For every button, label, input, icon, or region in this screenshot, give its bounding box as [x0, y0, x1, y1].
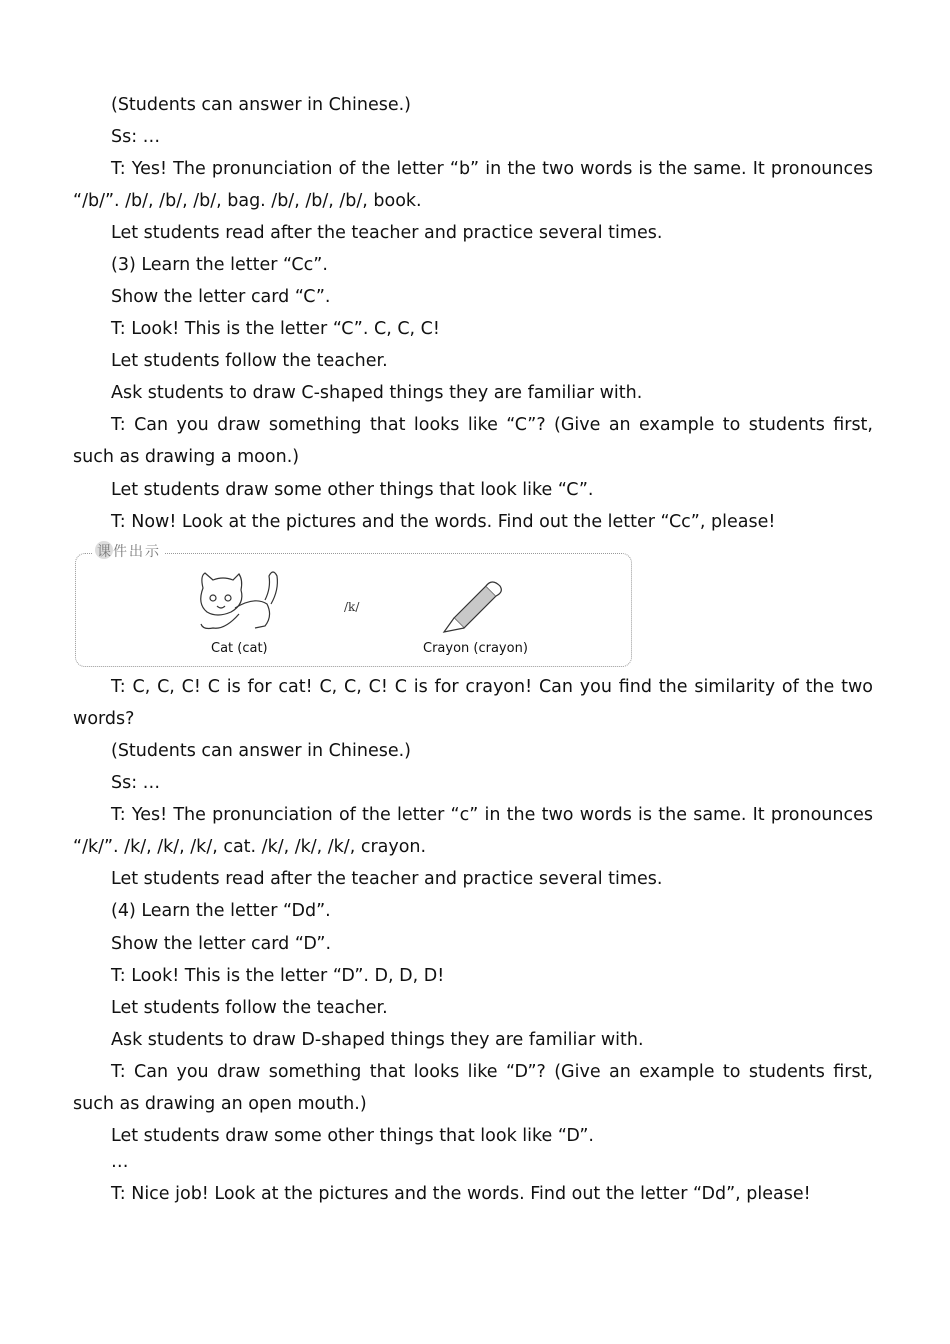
paragraph: (Students can answer in Chinese.) — [111, 95, 411, 115]
paragraph: Let students follow the teacher. — [111, 998, 388, 1018]
phonics-label: /k/ — [344, 600, 360, 614]
paragraph: Ask students to draw C-shaped things they are familiar with. — [111, 383, 643, 403]
cat-illustration — [195, 568, 280, 636]
crayon-illustration — [440, 578, 505, 633]
courseware-label: 课件出示 — [93, 541, 165, 561]
paragraph: Ask students to draw D-shaped things they are familiar with. — [111, 1030, 644, 1050]
paragraph: Ss: … — [111, 773, 161, 793]
paragraph: Show the letter card “C”. — [111, 287, 331, 307]
paragraph: T: Yes! The pronunciation of the letter “c” in the two words is the same. It pronounces “/k/”. /k/, /k/, /k/, cat. /k/, /k/, /k/, crayon. — [73, 805, 873, 857]
paragraph: Let students read after the teacher and practice several times. — [111, 869, 663, 889]
paragraph: Let students read after the teacher and practice several times. — [111, 223, 663, 243]
crayon-caption: Crayon (crayon) — [423, 641, 528, 656]
paragraph: Ss: … — [111, 127, 161, 147]
paragraph: T: Can you draw something that looks like “C”? (Give an example to students first, such as drawing a moon.) — [73, 415, 873, 467]
paragraph: Let students draw some other things that look like “C”. — [111, 480, 594, 500]
paragraph: … — [111, 1152, 129, 1172]
paragraph: (4) Learn the letter “Dd”. — [111, 901, 331, 921]
paragraph: (3) Learn the letter “Cc”. — [111, 255, 328, 275]
paragraph: Let students draw some other things that look like “D”. — [111, 1126, 594, 1146]
paragraph: T: C, C, C! C is for cat! C, C, C! C is for crayon! Can you find the similarity of the two words? — [73, 677, 873, 729]
paragraph: T: Nice job! Look at the pictures and the words. Find out the letter “Dd”, please! — [111, 1184, 811, 1204]
paragraph: Let students follow the teacher. — [111, 351, 388, 371]
cat-caption: Cat (cat) — [211, 641, 268, 656]
paragraph: T: Look! This is the letter “D”. D, D, D! — [111, 966, 445, 986]
paragraph: T: Now! Look at the pictures and the words. Find out the letter “Cc”, please! — [111, 512, 776, 532]
paragraph: Show the letter card “D”. — [111, 934, 332, 954]
paragraph: T: Can you draw something that looks like “D”? (Give an example to students first, such as drawing an open mouth.) — [73, 1062, 873, 1114]
paragraph: (Students can answer in Chinese.) — [111, 741, 411, 761]
paragraph: T: Look! This is the letter “C”. C, C, C! — [111, 319, 440, 339]
paragraph: T: Yes! The pronunciation of the letter “b” in the two words is the same. It pronounces “/b/”. /b/, /b/, /b/, bag. /b/, /b/, /b/, book. — [73, 159, 873, 211]
